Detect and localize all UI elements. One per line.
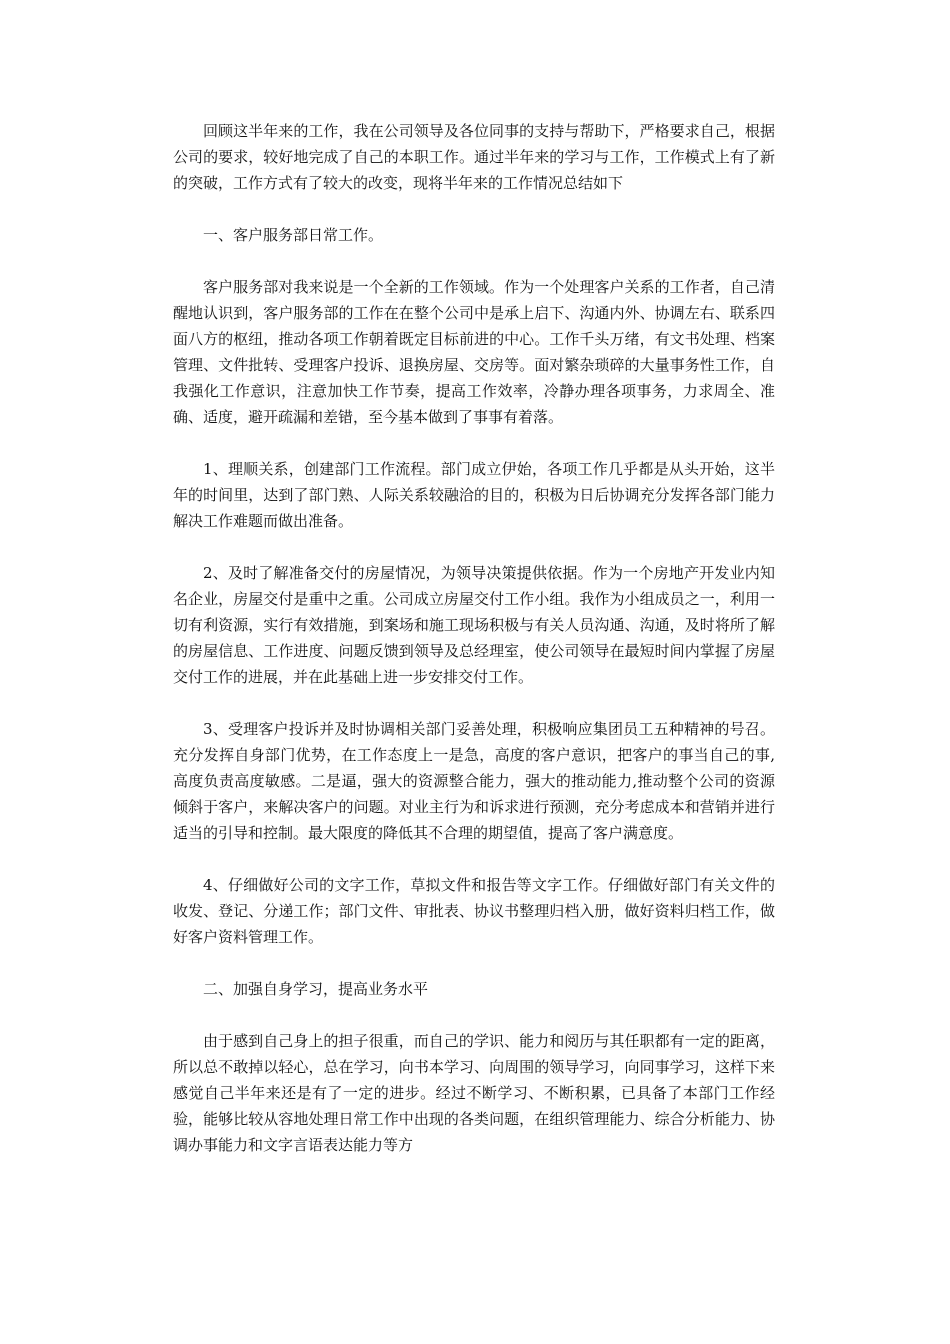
section-heading-customer-service: 一、客户服务部日常工作。 [203, 226, 384, 244]
item-2-paragraph: 2、及时了解准备交付的房屋情况，为领导决策提供依据。作为一个房地产开发业内知名企业，房屋交付是重中之重。公司成立房屋交付工作小组。我作为小组成员之一，利用一切有利资源，实行有效措施，到案场和施工现场积极与有关人员沟通、沟通，及时将所了解的房屋信息、工作进度、问题反馈到领导及总经理室，使公司领导在最短时间内掌握了房屋交付工作的进展，并在此基础上进一步安排交付工作。 [173, 564, 775, 686]
document-page [173, 118, 775, 1184]
item-3-paragraph: 3、受理客户投诉并及时协调相关部门妥善处理，积极响应集团员工五种精神的号召。充分发挥自身部门优势，在工作态度上一是急，高度的客户意识，把客户的事当自己的事,高度负责高度敏感。二是逼，强大的资源整合能力，强大的推动能力,推动整个公司的资源倾斜于客户，来解决客户的问题。对业主行为和诉求进行预测，充分考虑成本和营销并进行适当的引导和控制。最大限度的降低其不合理的期望值，提高了客户满意度。 [173, 720, 775, 842]
item-1-paragraph: 1、理顺关系，创建部门工作流程。部门成立伊始，各项工作几乎都是从头开始，这半年的时间里，达到了部门熟、人际关系较融洽的目的，积极为日后协调充分发挥各部门能力解决工作难题而做出准备。 [173, 460, 775, 530]
intro-paragraph: 回顾这半年来的工作，我在公司领导及各位同事的支持与帮助下，严格要求自己，根据公司的要求，较好地完成了自己的本职工作。通过半年来的学习与工作，工作模式上有了新的突破，工作方式有了较大的改变，现将半年来的工作情况总结如下 [173, 122, 775, 192]
item-4-paragraph: 4、仔细做好公司的文字工作，草拟文件和报告等文字工作。仔细做好部门有关文件的收发、登记、分递工作；部门文件、审批表、协议书整理归档入册，做好资料归档工作，做好客户资料管理工作。 [173, 876, 775, 946]
customer-service-paragraph: 客户服务部对我来说是一个全新的工作领域。作为一个处理客户关系的工作者，自己清醒地认识到，客户服务部的工作在在整个公司中是承上启下、沟通内外、协调左右、联系四面八方的枢纽，推动各项工作朝着既定目标前进的中心。工作千头万绪，有文书处理、档案管理、文件批转、受理客户投诉、退换房屋、交房等。面对繁杂琐碎的大量事务性工作，自我强化工作意识，注意加快工作节奏，提高工作效率，冷静办理各项事务，力求周全、准确、适度，避开疏漏和差错，至今基本做到了事事有着落。 [173, 278, 775, 426]
self-study-paragraph: 由于感到自己身上的担子很重，而自己的学识、能力和阅历与其任职都有一定的距离，所以总不敢掉以轻心，总在学习，向书本学习、向周围的领导学习，向同事学习，这样下来感觉自己半年来还是有了一定的进步。经过不断学习、不断积累，已具备了本部门工作经验，能够比较从容地处理日常工作中出现的各类问题，在组织管理能力、综合分析能力、协调办事能力和文字言语表达能力等方 [173, 1032, 775, 1154]
section-heading-self-study: 二、加强自身学习，提高业务水平 [203, 980, 429, 998]
